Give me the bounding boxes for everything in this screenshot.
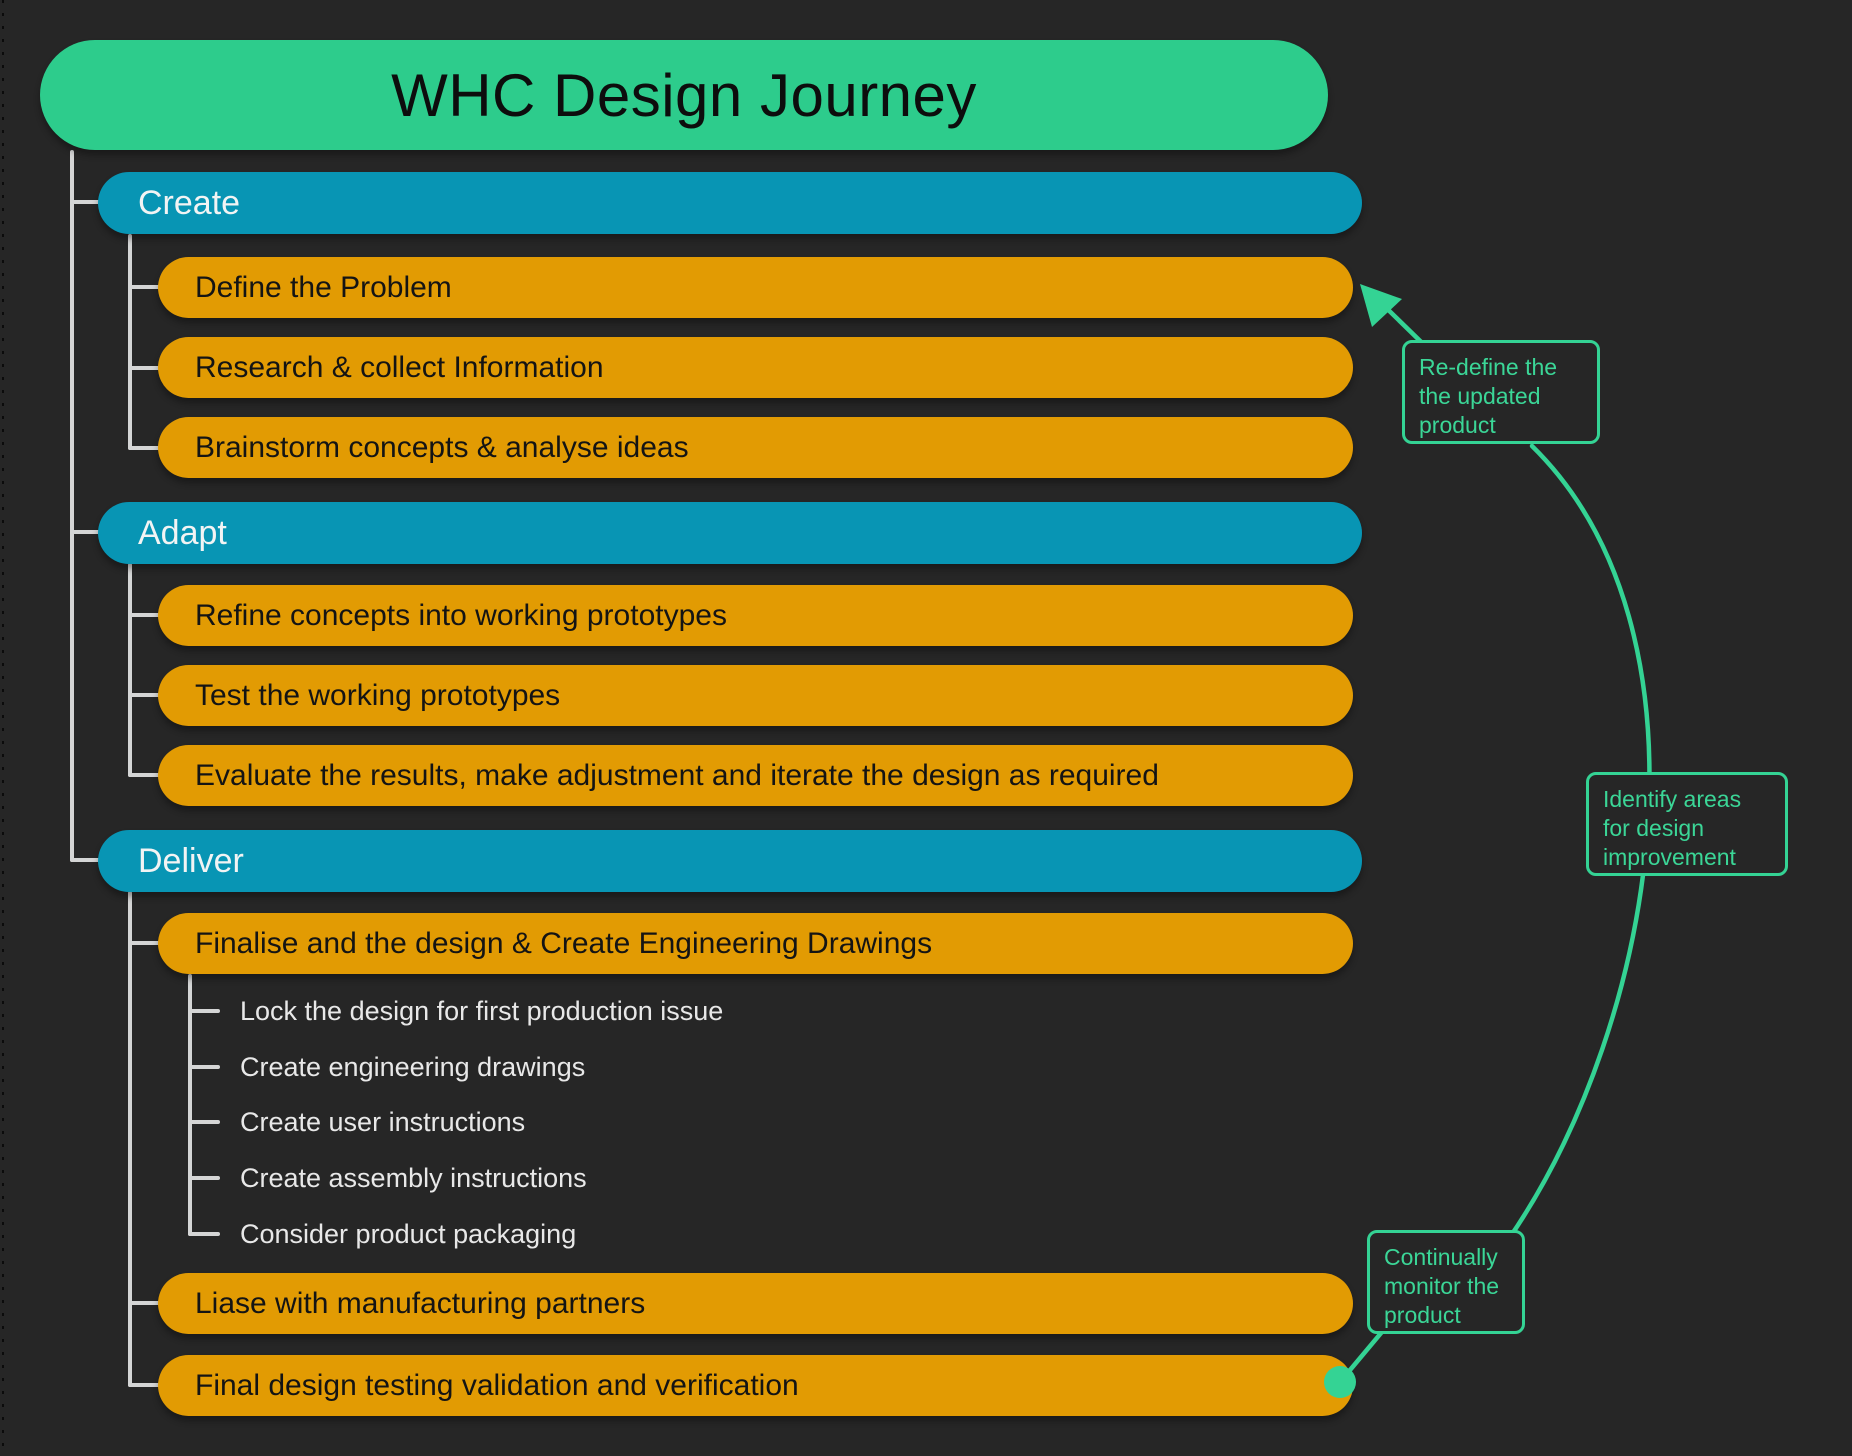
section-label: Deliver bbox=[138, 841, 244, 880]
item-label: Test the working prototypes bbox=[195, 678, 561, 712]
item-label: Liase with manufacturing partners bbox=[195, 1286, 646, 1320]
item-label: Brainstorm concepts & analyse ideas bbox=[195, 430, 689, 464]
leaf-label: Create user instructions bbox=[240, 1106, 526, 1137]
note-label: Continually monitor the product bbox=[1384, 1244, 1500, 1328]
arrowhead-icon bbox=[1360, 284, 1402, 327]
section-label: Adapt bbox=[138, 513, 227, 552]
item-label: Evaluate the results, make adjustment and iterate the design as required bbox=[195, 758, 1159, 792]
item-label: Research & collect Information bbox=[195, 350, 604, 384]
leaf-label: Create engineering drawings bbox=[240, 1051, 586, 1082]
item-label: Final design testing validation and verification bbox=[195, 1368, 799, 1402]
leaf-label: Consider product packaging bbox=[240, 1218, 577, 1249]
loop-start-dot-icon bbox=[1324, 1366, 1356, 1398]
note-monitor-product[interactable] bbox=[1367, 1230, 1525, 1334]
note-redefine-product[interactable] bbox=[1402, 340, 1600, 444]
item-label: Refine concepts into working prototypes bbox=[195, 598, 727, 632]
item-label: Finalise and the design & Create Engineering Drawings bbox=[195, 926, 933, 960]
note-identify-improvement[interactable] bbox=[1586, 772, 1788, 876]
note-label: Re-define the the updated product bbox=[1419, 354, 1558, 438]
leaf-label: Lock the design for first production issue bbox=[240, 995, 724, 1026]
note-label: Identify areas for design improvement bbox=[1603, 786, 1742, 870]
item-label: Define the Problem bbox=[195, 270, 452, 304]
section-label: Create bbox=[138, 183, 241, 222]
page-title: WHC Design Journey bbox=[391, 61, 977, 129]
leaf-label: Create assembly instructions bbox=[240, 1162, 587, 1193]
